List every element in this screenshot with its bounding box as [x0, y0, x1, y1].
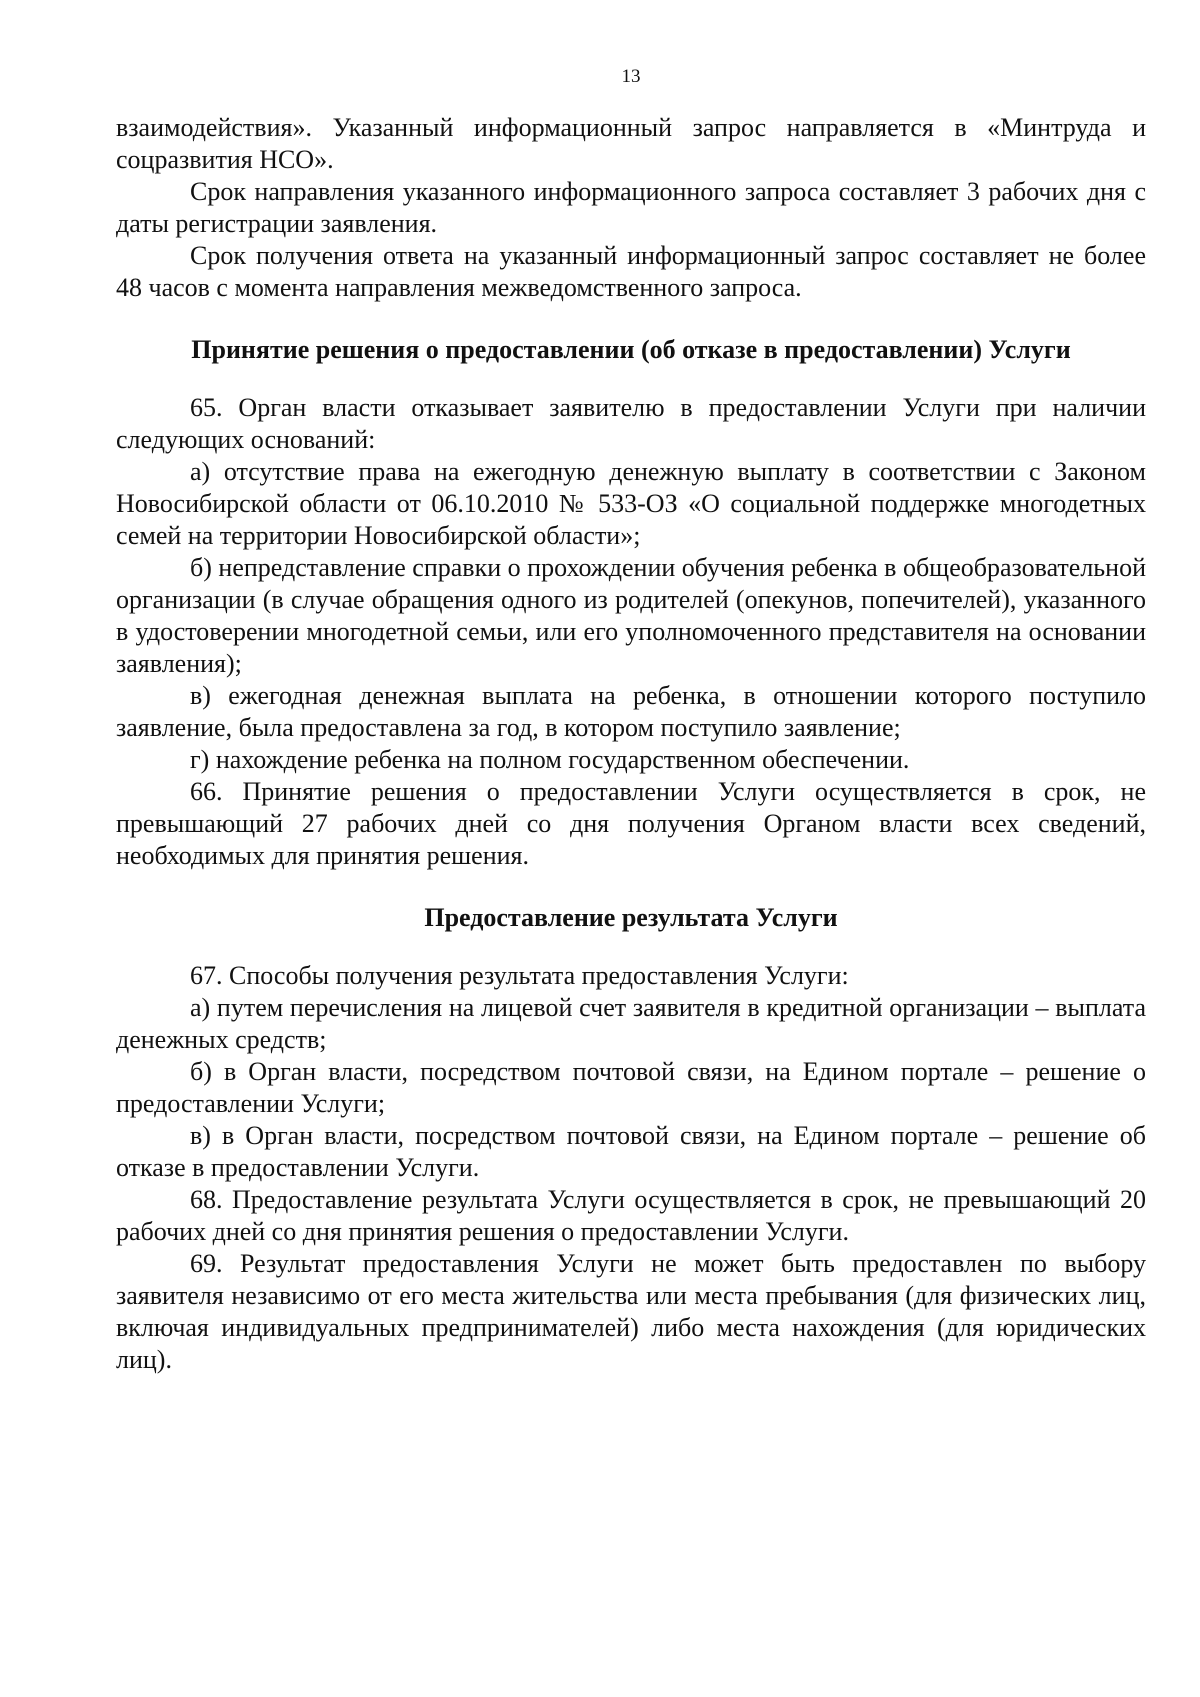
paragraph: г) нахождение ребенка на полном государственном обеспечении.: [190, 745, 910, 774]
section-heading: Предоставление результата Услуги: [424, 903, 838, 932]
paragraph-continuation: взаимодействия». Указанный информационный запрос направляется в «Минтруда и соцразвития НСО».: [116, 113, 1146, 174]
paragraph: 68. Предоставление результата Услуги осуществляется в срок, не превышающий 20 рабочих дней со дня принятия решения о предоставлении Услуги.: [116, 1185, 1146, 1246]
paragraph: в) в Орган власти, посредством почтовой связи, на Едином портале – решение об отказе в предоставлении Услуги.: [116, 1121, 1146, 1182]
paragraph: 65. Орган власти отказывает заявителю в предоставлении Услуги при наличии следующих оснований:: [116, 393, 1146, 454]
document-body: [116, 112, 1146, 1376]
page-number: 13: [621, 66, 641, 87]
paragraph: а) отсутствие права на ежегодную денежную выплату в соответствии с Законом Новосибирской области от 06.10.2010 № 533-ОЗ «О социальной поддержке многодетных семей на территории Новосибирской области»;: [116, 457, 1146, 550]
paragraph: Срок получения ответа на указанный информационный запрос составляет не более 48 часов с момента направления межведомственного запроса.: [116, 241, 1146, 302]
paragraph: б) в Орган власти, посредством почтовой связи, на Едином портале – решение о предоставлении Услуги;: [116, 1057, 1146, 1118]
paragraph: 66. Принятие решения о предоставлении Услуги осуществляется в срок, не превышающий 27 рабочих дней со дня получения Органом власти всех сведений, необходимых для принятия решения.: [116, 777, 1146, 870]
paragraph: 67. Способы получения результата предоставления Услуги:: [190, 961, 849, 990]
section-heading: Принятие решения о предоставлении (об отказе в предоставлении) Услуги: [191, 335, 1071, 364]
paragraph: 69. Результат предоставления Услуги не может быть предоставлен по выбору заявителя независимо от его места жительства или места пребывания (для физических лиц, включая индивидуальных предпринимателей) либо места нахождения (для юридических лиц).: [116, 1249, 1146, 1374]
paragraph: а) путем перечисления на лицевой счет заявителя в кредитной организации – выплата денежных средств;: [116, 993, 1146, 1054]
paragraph: Срок направления указанного информационного запроса составляет 3 рабочих дня с даты регистрации заявления.: [116, 177, 1146, 238]
paragraph: б) непредставление справки о прохождении обучения ребенка в общеобразовательной организации (в случае обращения одного из родителей (опекунов, попечителей), указанного в удостоверении многодетной семьи, или его уполномоченного представителя на основании заявления);: [116, 553, 1146, 678]
paragraph: в) ежегодная денежная выплата на ребенка, в отношении которого поступило заявление, была предоставлена за год, в котором поступило заявление;: [116, 681, 1146, 742]
